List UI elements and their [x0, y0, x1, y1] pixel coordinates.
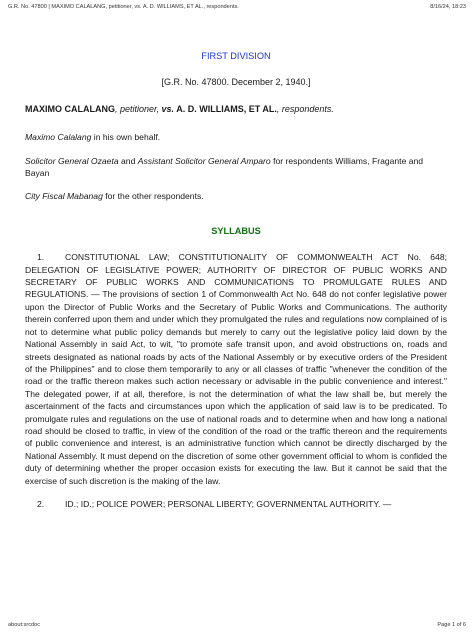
petitioner-role: , petitioner,	[115, 103, 162, 114]
syllabus-item-text: ID.; ID.; POLICE POWER; PERSONAL LIBERTY; GOVERNMENTAL AUTHORITY. —	[65, 498, 392, 509]
document-body	[25, 50, 447, 510]
counsel-line	[25, 190, 447, 202]
counsel-name: Assistant Solicitor General Amparo	[137, 155, 271, 166]
syllabus-item-number: 2.	[37, 498, 45, 509]
syllabus-heading: SYLLABUS	[211, 225, 261, 236]
syllabus-item-number: 1.	[37, 252, 45, 263]
petitioner-name: MAXIMO CALALANG	[25, 103, 115, 114]
print-footer	[8, 622, 466, 628]
counsel-name: Solicitor General Ozaeta	[25, 155, 119, 166]
counsel-text: and	[118, 155, 138, 166]
print-header	[8, 4, 466, 10]
division-heading: FIRST DIVISION	[201, 51, 271, 61]
print-footer-url: about:srcdoc	[8, 622, 41, 628]
counsel-line	[25, 155, 447, 180]
counsel-text: for the other respondents.	[102, 191, 204, 202]
syllabus-item	[25, 251, 447, 487]
respondent-role: , respondents.	[276, 103, 334, 114]
syllabus-item-text: CONSTITUTIONAL LAW; CONSTITUTIONALITY OF COMMONWEALTH ACT No. 648; DELEGATION OF LEGISLATIVE POWER; AUTHORITY OF DIRECTOR OF PUBLIC WORKS AND SECRETARY OF PUBLIC WORKS AND COMMUNICATIONS TO PROMULGATE RULES AND REGULATIONS. — The provisions of section 1 of Commonwealth Act No. 648 do not confer legislative power upon the Director of Public Works and the Secretary of Public Works and Communications. The authority therein conferred upon them and under which they promulgated the rules and regulations now complained of is not to determine what public policy demands but merely to carry out the legislative policy laid down by the National Assembly in said Act, to wit, "to promote safe transit upon, and avoid obstructions on, roads and streets designated as national roads by acts of the National Assembly or by executive orders of the President of the Philippines" and to close them temporarily to any or all classes of traffic "whenever the condition of the road or the traffic thereon makes such action necessary or advisable in the public convenience and interest." The delegated power, if at all, therefore, is not the determination of what the law shall be, but merely the ascertainment of the facts and circumstances upon which the application of said law is to be predicated. To promulgate rules and regulations on the use of national roads and to determine when and how long a national road should be closed to traffic, in view of the condition of the road or the traffic thereon and the requirements of public convenience and interest, is an administrative function which cannot be directly discharged by the National Assembly. It must depend on the discretion of some other government official to whom is confided the duty of determining whether the proper occasion exists for executing the law. But it cannot be said that the exercise of such discretion is the making of the law.	[25, 252, 447, 486]
case-parties	[25, 103, 447, 115]
print-header-datetime: 8/16/24, 18:23	[430, 4, 466, 10]
counsel-text: in his own behalf.	[91, 132, 161, 143]
case-reference: [G.R. No. 47800. December 2, 1940.]	[161, 77, 311, 88]
versus-label: vs.	[161, 103, 175, 114]
respondent-name: A. D. WILLIAMS, ET AL.	[174, 103, 277, 114]
syllabus-item	[25, 498, 447, 510]
print-footer-page: Page 1 of 6	[437, 622, 466, 628]
counsel-name: City Fiscal Mabanag	[25, 191, 103, 202]
counsel-line	[25, 131, 447, 143]
counsel-text: for respondents Williams, Fragante and Bayan	[25, 155, 424, 179]
print-header-title: G.R. No. 47800 | MAXIMO CALALANG, petitioner, vs. A. D. WILLIAMS, ET AL., respondents.	[8, 4, 239, 10]
counsel-name: Maximo Calalang	[25, 132, 92, 143]
